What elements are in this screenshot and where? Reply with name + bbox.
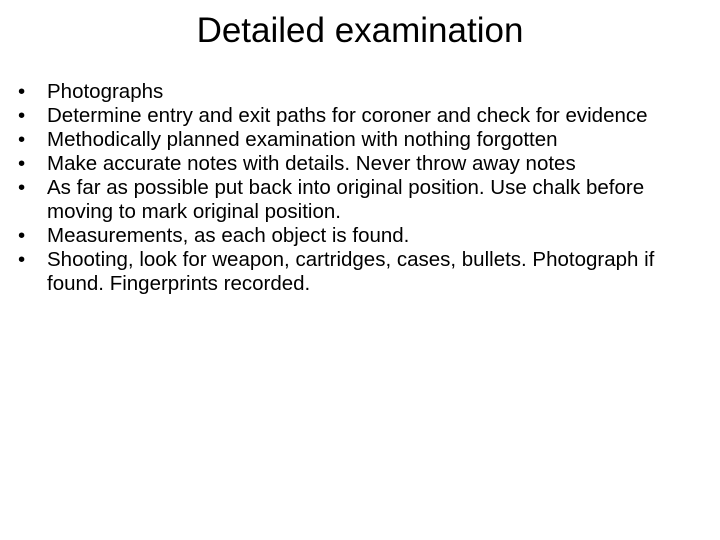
bullet-list — [18, 80, 688, 296]
bullet-icon: • — [18, 104, 26, 127]
bullet-item — [18, 176, 688, 224]
bullet-text: Make accurate notes with details. Never throw away notes — [47, 152, 576, 175]
bullet-text: Determine entry and exit paths for coroner and check for evidence — [47, 104, 648, 127]
bullet-icon: • — [18, 152, 26, 175]
bullet-text: Methodically planned examination with nothing forgotten — [47, 128, 558, 151]
bullet-item — [18, 104, 688, 128]
bullet-text: Shooting, look for weapon, cartridges, cases, bullets. Photograph if found. Fingerprints recorded. — [47, 248, 655, 295]
bullet-item — [18, 224, 688, 248]
bullet-text: As far as possible put back into original position. Use chalk before moving to mark original position. — [47, 176, 645, 223]
bullet-item — [18, 80, 688, 104]
slide-title: Detailed examination — [196, 11, 524, 50]
bullet-item — [18, 128, 688, 152]
bullet-icon: • — [18, 176, 26, 199]
bullet-icon: • — [18, 248, 26, 271]
bullet-item — [18, 152, 688, 176]
bullet-icon: • — [18, 224, 26, 247]
bullet-text: Measurements, as each object is found. — [47, 224, 410, 247]
bullet-icon: • — [18, 128, 26, 151]
bullet-icon: • — [18, 80, 26, 103]
bullet-item — [18, 248, 688, 296]
bullet-text: Photographs — [47, 80, 164, 103]
